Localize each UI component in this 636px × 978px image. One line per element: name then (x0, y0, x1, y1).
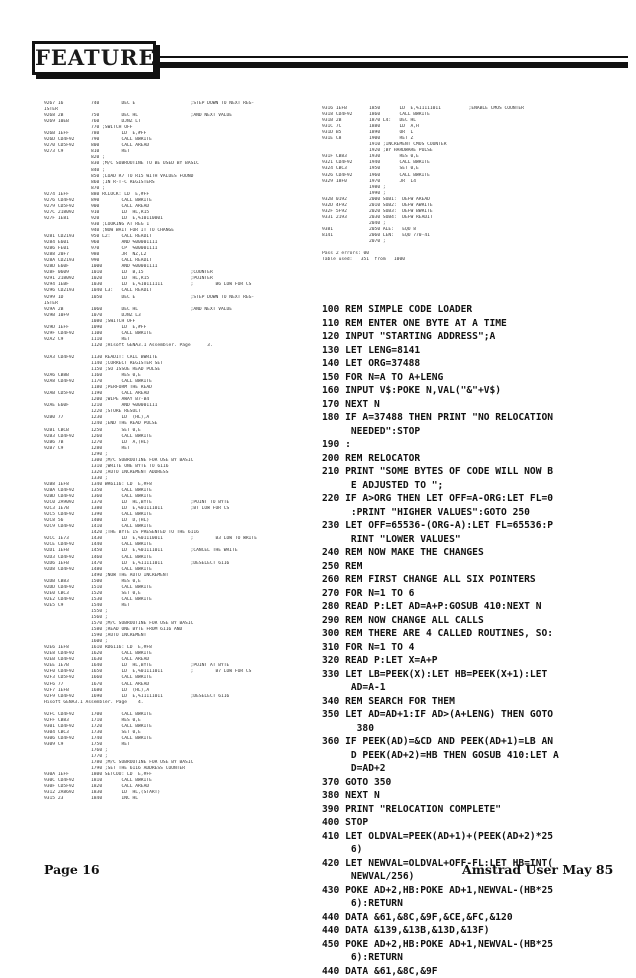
asm-line: 1980 ; (322, 185, 592, 191)
asm-line: 9281 CD2193 950 L2: CALL READIT (44, 234, 314, 240)
asm-line: 9296 CD2193 1040 L3: CALL READIT (44, 288, 314, 294)
asm-line: 1140 ;CORRECT REGISTER SET (44, 361, 314, 367)
asm-line: 9284 E601 960 AND %00001111 (44, 240, 314, 246)
assembly-listing-right (322, 106, 592, 263)
basic-line: 310 FOR N=1 TO 4 (322, 641, 612, 655)
basic-line: 360 IF PEEK(AD)=&CD AND PEEK(AD+1)=LB AN (322, 735, 612, 749)
asm-line: 92A2 C9 1110 RET (44, 337, 314, 343)
asm-line: 9304 CBC3 1730 SET 0,E (44, 730, 314, 736)
asm-line: 2070 ; (322, 239, 592, 245)
asm-line: 92BA CD4F92 1350 CALL BWRITE (44, 488, 314, 494)
asm-line: 930A 1EFF 1800 SETCOU: LD E,#FF (44, 772, 314, 778)
feature-header (18, 40, 623, 74)
basic-line: 290 REM NOW CHANGE ALL CALLS (322, 614, 612, 628)
asm-line: 931B 2B 1870 L4: DEC HL (322, 118, 592, 124)
asm-line: 1550 ; (44, 609, 314, 615)
basic-line: RINT "LOWER VALUES" (322, 533, 612, 547)
asm-line: 9331 2193 2030 SUB4: DEFW READIT (322, 215, 592, 221)
asm-line: 92C5 CD4F92 1390 CALL BWRITE (44, 512, 314, 518)
asm-line: 1420 ;THE BYTE IS PRESENTED TO THE 6116 (44, 530, 314, 536)
basic-line: 200 REM RELOCATOR (322, 452, 612, 466)
asm-line: 92FF CB83 1710 RES 0,E (44, 718, 314, 724)
basic-line: 400 STOP (322, 816, 612, 830)
asm-line: 92E2 CD4F92 1530 CALL BWRITE (44, 597, 314, 603)
header-rule-thick (138, 62, 628, 68)
asm-line: 92A8 CD4F92 1170 CALL BWRITE (44, 379, 314, 385)
basic-line: 260 REM FIRST CHANGE ALL SIX POINTERS (322, 573, 612, 587)
assembly-listing-left (44, 101, 314, 802)
asm-line: 9301 CD4F92 1720 CALL BWRITE (44, 724, 314, 730)
asm-line: 92B7 C9 1280 RET (44, 446, 314, 452)
asm-line: 1770 ; (44, 754, 314, 760)
basic-line: 6):RETURN (322, 897, 612, 911)
asm-line: 92F3 CD5F92 1660 CALL BWRITE (44, 675, 314, 681)
asm-line: 1570 ;M/C SUBROUTINE FOR USE BY BASIC (44, 621, 314, 627)
asm-line: 931F CB83 1930 RES 0,E (322, 154, 592, 160)
basic-line: 300 REM THERE ARE 4 CALLED ROUTINES, SO: (322, 627, 612, 641)
basic-line: 140 LET ORG=37488 (322, 357, 612, 371)
asm-line: 9279 CD5F92 900 CALL AREAD (44, 204, 314, 210)
asm-line: 92EB CD4F92 1630 CALL AREAD (44, 657, 314, 663)
asm-line: 9288 20F7 980 JR NZ,L2 (44, 252, 314, 258)
basic-line: 330 LET LB=PEEK(X):LET HB=PEEK(X+1):LET (322, 668, 612, 682)
asm-line: 92DD CD4F92 1510 CALL BWRITE (44, 585, 314, 591)
asm-line: 1790 ;SET THE 6116 ADDRESS COUNTER (44, 766, 314, 772)
asm-line: 1990 ; (322, 191, 592, 197)
basic-line: 6):RETURN (322, 951, 612, 965)
asm-line: 8141 2060 LEN: EQU 770-41 (322, 233, 592, 239)
asm-line: 932D 4F92 2010 SUB2: DEFW AWRITE (322, 203, 592, 209)
basic-line: 6) (322, 843, 612, 857)
asm-line: 2040 ; (322, 221, 592, 227)
asm-line: 930F CD5F92 1820 CALL AREAD (44, 784, 314, 790)
basic-line: 160 INPUT V$:POKE N,VAL("&"+V$) (322, 384, 612, 398)
basic-line: 270 FOR N=1 TO 6 (322, 587, 612, 601)
asm-line: 9269 10EB 760 DJNZ LT (44, 119, 314, 125)
basic-line: 190 : (322, 438, 612, 452)
asm-line: Hisoft GENA3.1 Assembler. Page 4. (44, 700, 314, 706)
basic-line: NEWVAL/256) (322, 870, 612, 884)
asm-line: 92AE E60F 1210 AND %00001111 (44, 403, 314, 409)
asm-line: 92E8 CD4F92 1620 CALL BWRITE (44, 651, 314, 657)
asm-line: 1580 ;READ ONE BYTE FROM 6116 AND (44, 627, 314, 633)
asm-line: 92CE CD4F92 1440 CALL BWRITE (44, 542, 314, 548)
basic-line: 440 DATA &61,&8C,&9F (322, 965, 612, 978)
asm-line: 1220 ;STORE RESULT (44, 409, 314, 415)
asm-line: 1120 ;Hisoft GENA3.1 Assembler. Page 3. (44, 343, 314, 349)
basic-line: 370 GOTO 350 (322, 776, 612, 790)
asm-line: 92E0 CBC3 1520 SET 0,E (44, 591, 314, 597)
basic-line: 170 NEXT N (322, 398, 612, 412)
asm-line: 92A3 CD4F92 1130 READIT: CALL BWRITE (44, 355, 314, 361)
basic-line: 210 PRINT "SOME BYTES OF CODE WILL NOW B (322, 465, 612, 479)
basic-line: :PRINT "HIGHER VALUES":GOTO 250 (322, 506, 612, 520)
basic-line: D=AD+2 (322, 762, 612, 776)
asm-line: 1300 ;M/C SUBROUTINE FOR USE BY BASIC (44, 458, 314, 464)
asm-line: 770 ;SWITCH OFF (44, 125, 314, 131)
asm-line: 92F6 77 1670 CALL AREAD (44, 682, 314, 688)
asm-line: 92D6 1EFB 1470 LD E,%11111011 ;DESELECT 6116 (44, 561, 314, 567)
asm-line: 92D3 CD4F92 1460 CALL BWRITE (44, 555, 314, 561)
asm-line: 92B3 CD4F92 1260 CALL BWRITE (44, 434, 314, 440)
asm-line: 929D 1EFF 1090 LD E,#FF (44, 325, 314, 331)
asm-line: 9321 CD4F92 1940 CALL BWRITE (322, 160, 592, 166)
asm-line: 1780 ;M/C SUBROUTINE FOR USE BY BASIC (44, 760, 314, 766)
issue-label: Amstrad User May 85 (462, 862, 613, 877)
basic-line: 240 REM NOW MAKE THE CHANGES (322, 546, 612, 560)
asm-line: 9273 C9 810 RET (44, 149, 314, 155)
basic-line: 130 LET LENG=8141 (322, 344, 612, 358)
asm-line: 92B0 77 1230 LD (HL),A (44, 415, 314, 421)
asm-line: 9318 CD4F92 1860 CALL BWRITE (322, 112, 592, 118)
asm-line: ISTER (44, 301, 314, 307)
asm-line: 932F 5F92 2020 SUB3: DEFW BWRITE (322, 209, 592, 215)
asm-line: 1760 ; (44, 748, 314, 754)
asm-line: 9299 1D 1050 DEC E ;STEP DOWN TO NEXT REG- (44, 295, 314, 301)
asm-line: 9309 C9 1750 RET (44, 742, 314, 748)
basic-line: AD=A-1 (322, 681, 612, 695)
asm-line: 92C8 56 1400 LD D,(HL) (44, 518, 314, 524)
asm-line: 928F 0609 1010 LD B,15 ;COUNTER (44, 270, 314, 276)
asm-line: 92B6 7B 1270 LD A,(HL) (44, 440, 314, 446)
asm-line: 926D CD4F92 790 CALL BWRITE (44, 137, 314, 143)
asm-line: 1240 ;END THE READ PULSE (44, 421, 314, 427)
asm-line: 9294 1EBF 1030 LD E,%10111111 ; B6 LOW FOR CS (44, 282, 314, 288)
asm-line: 1200 ;WIPE AWAY B7-B4 (44, 397, 314, 403)
asm-line: 927F 1E81 920 LD E,%10110001 (44, 216, 314, 222)
asm-line: 92E6 1EF8 1610 RD6116: LD E,#F8 (44, 645, 314, 651)
basic-line: 420 LET NEWVAL=OLDVAL+OFF-FL:LET HB=INT( (322, 857, 612, 871)
asm-line: 9268 2B 750 DEC HL ;AND NEXT VALUE (44, 113, 314, 119)
asm-line: 840 ; (44, 168, 314, 174)
asm-line: 940 ;NOW WAIT FOR IT TO CHANGE (44, 228, 314, 234)
asm-line: 929F CD4F92 1100 CALL BWRITE (44, 331, 314, 337)
basic-line: 440 DATA &139,&13B,&13D,&13F) (322, 924, 612, 938)
asm-line: 92F7 1EFB 1680 LD (HL),A (44, 688, 314, 694)
asm-line: 860 ;IN R-T-C REGISTERS (44, 180, 314, 186)
basic-line: 280 READ P:LET AD=A+P:GOSUB 410:NEXT N (322, 600, 612, 614)
asm-line: 929A 2B 1060 DEC HL ;AND NEXT VALUE (44, 307, 314, 313)
asm-line: 930C CD4F92 1810 CALL BWRITE (44, 778, 314, 784)
asm-line: 92CC 1E73 1430 LD E,%01110011 ; B3 LOW TO WRITE (44, 536, 314, 542)
asm-line: 92C0 2A9092 1370 LD HL,BYTE ;POINT TO BYTE (44, 500, 314, 506)
asm-line: 92C9 CD4F92 1410 CALL BWRITE (44, 524, 314, 530)
basic-line: D PEEK(AD+2)=HB THEN GOSUB 410:LET A (322, 749, 612, 763)
asm-line: 931D B5 1890 OR L (322, 130, 592, 136)
asm-line: 820 ; (44, 155, 314, 161)
basic-line: 220 IF A>ORG THEN LET OFF=A-ORG:LET FL=0 (322, 492, 612, 506)
basic-line: 380 (322, 722, 612, 736)
asm-line: 1180 ;PERFORM THE READ (44, 385, 314, 391)
asm-line: 92EE 1E7B 1640 LD HL,BYTE ;POINT AT BYTE (44, 663, 314, 669)
basic-line: 450 POKE AD+2,HB:POKE AD+1,NEWVAL-(HB*25 (322, 938, 612, 952)
asm-line: 1320 ;AUTO INCREMENT ADDRESS (44, 470, 314, 476)
basic-line: 350 LET AD=AD+1:IF AD>(A+LENG) THEN GOTO (322, 708, 612, 722)
asm-line: 9315 23 1840 INC HL (44, 796, 314, 802)
asm-line: ISTER (44, 107, 314, 113)
basic-line: 120 INPUT "STARTING ADDRESS";A (322, 330, 612, 344)
basic-line: 110 REM ENTER ONE BYTE AT A TIME (322, 317, 612, 331)
asm-line: 9316 1EFB 1850 LD E,%11111011 ;ENABLE CMOS COUNTER (322, 106, 592, 112)
asm-line: 92B1 CBCB 1250 SET 0,E (44, 428, 314, 434)
asm-line: 1490 ;NOW THE AUTO INCREMENT (44, 573, 314, 579)
asm-line: 92B8 1EF8 1340 WR6116: LD E,#F8 (44, 482, 314, 488)
asm-line: 1920 ;BY HARDWARE PULSE (322, 148, 592, 154)
page-number: Page 16 (44, 862, 100, 877)
asm-line: 9270 CD5F92 800 CALL AREAD (44, 143, 314, 149)
asm-line: 9276 CD4F92 890 CALL BWRITE (44, 198, 314, 204)
asm-line: 9381 2050 ALE: EQU 8 (322, 227, 592, 233)
asm-line: 830 ;M/C SUBROUTINE TO BE USED BY BASIC (44, 161, 314, 167)
asm-line: 1330 ; (44, 476, 314, 482)
header-rule-thin (138, 56, 628, 58)
basic-line: 430 POKE AD+2,HB:POKE AD+1,NEWVAL-(HB*25 (322, 884, 612, 898)
asm-line: 92E5 C9 1540 RET (44, 603, 314, 609)
asm-line: 850 ;LOAD R7 TO R15 WITH VALUES FOUND (44, 174, 314, 180)
asm-line: 1150 ;SO ISSUE READ PULSE (44, 367, 314, 373)
asm-line: 926B 1EFF 780 LD E,#FF (44, 131, 314, 137)
asm-line: 9291 218092 1020 LD HL,R15 ;POINTER (44, 276, 314, 282)
asm-line: 1310 ;WRITE ONE BYTE TO 6116 (44, 464, 314, 470)
basic-line: 320 READ P:LET X=A+P (322, 654, 612, 668)
basic-line: NEEDED":STOP (322, 425, 612, 439)
asm-line: 9324 CBC3 1950 SET 0,E (322, 166, 592, 172)
basic-line: 410 LET OLDVAL=PEEK(AD+1)+(PEEK(AD+2)*25 (322, 830, 612, 844)
asm-line: 1290 ; (44, 452, 314, 458)
asm-line: 1600 ; (44, 639, 314, 645)
asm-line: 92A6 CB8B 1160 RES 0,E (44, 373, 314, 379)
asm-line: 929B 10F9 1070 DJNZ L3 (44, 313, 314, 319)
asm-line: 931E C8 1900 RET Z (322, 136, 592, 142)
asm-line: 92DB CB83 1500 RES 0,E (44, 579, 314, 585)
asm-line: 1080 ;SWITCH OFF (44, 319, 314, 325)
asm-line: 1590 ;AUTO INCREMENT (44, 633, 314, 639)
basic-line: 250 REM (322, 560, 612, 574)
basic-line: 100 REM SIMPLE CODE LOADER (322, 303, 612, 317)
asm-line: 870 ; (44, 186, 314, 192)
asm-line: 92D8 CD4F92 1480 CALL BWRITE (44, 567, 314, 573)
basic-line: 230 LET OFF=65536-(ORG-A):LET FL=65536:P (322, 519, 612, 533)
asm-line: Table used: 351 from 1000 (322, 257, 592, 263)
asm-line: 9329 18F0 1970 JR L4 (322, 179, 592, 185)
basic-line: 440 DATA &61,&8C,&9F,&CE,&FC,&120 (322, 911, 612, 925)
asm-line: 9312 2A8692 1830 LD HL,(START) (44, 790, 314, 796)
basic-line: E ADJUSTED TO "; (322, 479, 612, 493)
basic-line: 390 PRINT "RELOCATION COMPLETE" (322, 803, 612, 817)
asm-line: 92FC CD4F92 1700 CALL BWRITE (44, 712, 314, 718)
asm-line: 92AB CD5F92 1190 CALL AREAD (44, 391, 314, 397)
asm-line: 92F0 CD4F92 1650 LD E,%01111011 ; B7 LOW FOR CS (44, 669, 314, 675)
asm-line: 92F9 CD4F92 1690 LD E,%11111011 ;DESELECT 6116 (44, 694, 314, 700)
basic-line: 380 NEXT N (322, 789, 612, 803)
asm-line: 9274 1EFF 880 RCLOCK: LD E,#FF (44, 192, 314, 198)
asm-line: 9267 16 740 DEC E ;STEP DOWN TO NEXT REG- (44, 101, 314, 107)
asm-line: 92D1 1EFB 1450 LD E,%01111011 ;CANCEL THE WRITE (44, 548, 314, 554)
asm-line: 928A CD2193 990 CALL READIT (44, 258, 314, 264)
basic-line: 180 IF A=37488 THEN PRINT "NO RELOCATION (322, 411, 612, 425)
asm-line: 932B 0192 2000 SUB1: DEFW AREAD (322, 197, 592, 203)
asm-line: 92BD CD4F92 1360 CALL BWRITE (44, 494, 314, 500)
feature-label: FEATURE (32, 41, 156, 75)
asm-line: 9306 CD4F92 1740 CALL BWRITE (44, 736, 314, 742)
asm-line: 9326 CD4F92 1960 CALL BWRITE (322, 173, 592, 179)
basic-line: 150 FOR N=A TO A+LENG (322, 371, 612, 385)
asm-line: 1560 ; (44, 615, 314, 621)
asm-line: 930 ;LOOKING AT REG 1 (44, 222, 314, 228)
asm-line: 92C3 1E7B 1380 LD E,%01111011 ;BT LOW FOR CS (44, 506, 314, 512)
asm-line: 928D E60F 1000 AND %00001111 (44, 264, 314, 270)
asm-line: 9286 FE01 970 CP %00001111 (44, 246, 314, 252)
basic-line: 340 REM SEARCH FOR THEM (322, 695, 612, 709)
asm-line: 931C 7C 1880 LD A,H (322, 124, 592, 130)
asm-line: Pass 2 errors: 00 (322, 251, 592, 257)
asm-line: 1910 ;INCREMENT CMOS COUNTER (322, 142, 592, 148)
asm-line: 927C 218092 910 LD HL,R15 (44, 210, 314, 216)
